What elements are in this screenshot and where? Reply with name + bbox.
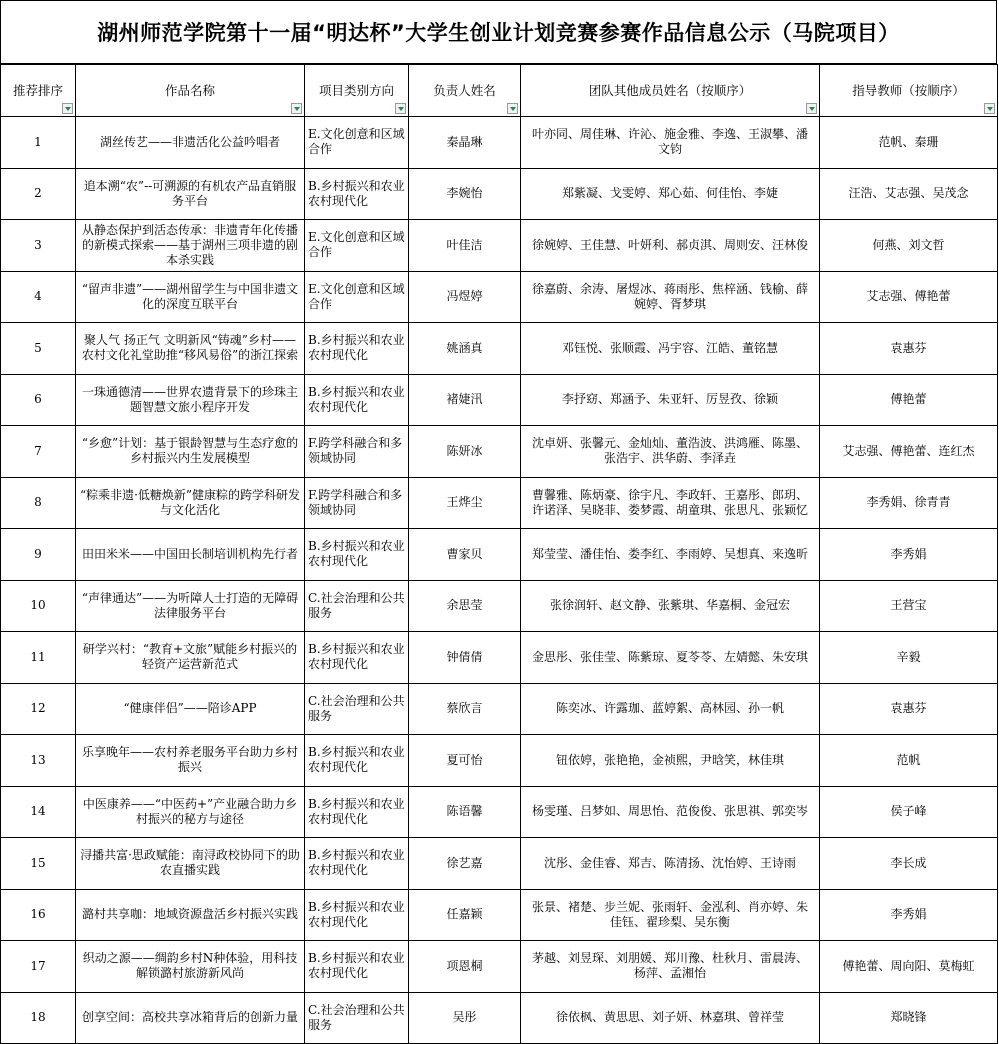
cell-rank[interactable]: 12 — [1, 683, 76, 735]
cell-members[interactable]: 金思彤、张佳莹、陈紫琼、夏苓苓、左婧懿、朱安琪 — [521, 632, 820, 684]
cell-project-name[interactable]: 研学兴村：“教育+文旅”赋能乡村振兴的轻资产运营新范式 — [76, 632, 305, 684]
cell-rank[interactable]: 5 — [1, 323, 76, 375]
cell-advisors[interactable]: 袁惠芬 — [820, 683, 998, 735]
cell-category[interactable]: B.乡村振兴和农业农村现代化 — [305, 735, 409, 787]
table-row — [1, 580, 998, 632]
cell-project-name[interactable]: 浔播共富·思政赋能：南浔政校协同下的助农直播实践 — [76, 838, 305, 890]
cell-members[interactable]: 钮依婷，张艳艳，金祯熙，尹晗笑，林佳琪 — [521, 735, 820, 787]
table-row — [1, 117, 998, 169]
cell-rank[interactable]: 15 — [1, 838, 76, 890]
cell-project-name[interactable]: “健康伴侣”——陪诊APP — [76, 683, 305, 735]
filter-dropdown-icon[interactable] — [806, 103, 817, 114]
cell-category[interactable]: B.乡村振兴和农业农村现代化 — [305, 889, 409, 941]
filter-dropdown-icon[interactable] — [507, 103, 518, 114]
cell-advisors[interactable]: 傅艳蕾、周向阳、莫梅虹 — [820, 941, 998, 993]
cell-members[interactable]: 邓钰悦、张顺霞、冯宇容、江皓、董铭慧 — [521, 323, 820, 375]
cell-project-name[interactable]: “留声非遗”——湖州留学生与中国非遗文化的深度互联平台 — [76, 271, 305, 323]
cell-advisors[interactable]: 李秀娟 — [820, 889, 998, 941]
cell-advisors[interactable]: 艾志强、傅艳蕾 — [820, 271, 998, 323]
cell-category[interactable]: C.社会治理和公共服务 — [305, 580, 409, 632]
table-row — [1, 477, 998, 529]
cell-category[interactable]: C.社会治理和公共服务 — [305, 683, 409, 735]
cell-rank[interactable]: 7 — [1, 426, 76, 478]
cell-category[interactable]: F.跨学科融合和多领域协同 — [305, 426, 409, 478]
cell-advisors[interactable]: 袁惠芬 — [820, 323, 998, 375]
cell-project-name[interactable]: 潞村共享咖：地域资源盘活乡村振兴实践 — [76, 889, 305, 941]
cell-advisors[interactable]: 王营宝 — [820, 580, 998, 632]
cell-category[interactable]: B.乡村振兴和农业农村现代化 — [305, 374, 409, 426]
cell-advisors[interactable]: 艾志强、傅艳蕾、连红杰 — [820, 426, 998, 478]
cell-members[interactable]: 陈奕冰、许露珈、蓝婷絮、高林园、孙一帆 — [521, 683, 820, 735]
cell-leader[interactable]: 秦晶琳 — [409, 117, 521, 169]
table-row — [1, 426, 998, 478]
cell-members[interactable]: 杨雯瑾、吕梦如、周思怡、范俊俊、张思祺、郭奕岑 — [521, 786, 820, 838]
table-row — [1, 838, 998, 890]
header-label: 团队其他成员姓名（按顺序） — [588, 83, 752, 98]
header-label: 作品名称 — [164, 83, 215, 98]
cell-rank[interactable]: 11 — [1, 632, 76, 684]
cell-category[interactable]: E.文化创意和区域合作 — [305, 117, 409, 169]
header-advisors — [820, 65, 998, 117]
cell-project-name[interactable]: 一珠通德清——世界农遗背景下的珍珠主题智慧文旅小程序开发 — [76, 374, 305, 426]
table-row — [1, 168, 998, 220]
table-row — [1, 632, 998, 684]
cell-advisors[interactable]: 李秀娟、徐青青 — [820, 477, 998, 529]
filter-dropdown-icon[interactable] — [395, 103, 406, 114]
cell-members[interactable]: 郑紫凝、戈雯婷、郑心茹、何佳怡、李婕 — [521, 168, 820, 220]
cell-leader[interactable]: 余思莹 — [409, 580, 521, 632]
cell-members[interactable]: 徐嘉蔚、余涛、屠煜冰、蒋雨彤、焦梓涵、钱榆、薛婉婷、胥梦琪 — [521, 271, 820, 323]
cell-project-name[interactable]: 创享空间：高校共享冰箱背后的创新力量 — [76, 992, 305, 1044]
table-row — [1, 529, 998, 581]
cell-project-name[interactable]: 从静态保护到活态传承：非遗青年化传播的新模式探索——基于湖州三项非遗的剧本杀实践 — [76, 220, 305, 272]
cell-rank[interactable]: 8 — [1, 477, 76, 529]
table-row — [1, 889, 998, 941]
cell-advisors[interactable]: 郑晓锋 — [820, 992, 998, 1044]
cell-advisors[interactable]: 范帆、秦珊 — [820, 117, 998, 169]
filter-dropdown-icon[interactable] — [984, 103, 995, 114]
header-category — [305, 65, 409, 117]
cell-rank[interactable]: 3 — [1, 220, 76, 272]
cell-category[interactable]: E.文化创意和区域合作 — [305, 220, 409, 272]
header-label: 负责人姓名 — [433, 83, 496, 98]
cell-project-name[interactable]: 聚人气 扬正气 文明新风“铸魂”乡村——农村文化礼堂助推“移风易俗”的浙江探索 — [76, 323, 305, 375]
cell-rank[interactable]: 18 — [1, 992, 76, 1044]
cell-advisors[interactable]: 傅艳蕾 — [820, 374, 998, 426]
cell-leader[interactable]: 姚涵真 — [409, 323, 521, 375]
cell-leader[interactable]: 陈语馨 — [409, 786, 521, 838]
cell-advisors[interactable]: 李长成 — [820, 838, 998, 890]
header-row — [1, 65, 998, 117]
header-rank — [1, 65, 76, 117]
cell-leader[interactable]: 吴彤 — [409, 992, 521, 1044]
cell-project-name[interactable]: “乡愈”计划：基于银龄智慧与生态疗愈的乡村振兴内生发展模型 — [76, 426, 305, 478]
cell-leader[interactable]: 夏可怡 — [409, 735, 521, 787]
cell-category[interactable]: E.文化创意和区域合作 — [305, 271, 409, 323]
cell-advisors[interactable]: 李秀娟 — [820, 529, 998, 581]
cell-project-name[interactable]: “粽乘非遗·低糖焕新”健康粽的跨学科研发与文化活化 — [76, 477, 305, 529]
header-leader — [409, 65, 521, 117]
cell-leader[interactable]: 李婉怡 — [409, 168, 521, 220]
table-row — [1, 323, 998, 375]
cell-advisors[interactable]: 何燕、刘文哲 — [820, 220, 998, 272]
filter-dropdown-icon[interactable] — [62, 103, 73, 114]
header-members — [521, 65, 820, 117]
cell-members[interactable]: 徐婉婷、王佳慧、叶妍利、郝贞淇、周则安、汪林俊 — [521, 220, 820, 272]
cell-members[interactable]: 叶亦同、周佳琳、许沁、施金雅、李逸、王淑攀、潘文钧 — [521, 117, 820, 169]
cell-rank[interactable]: 9 — [1, 529, 76, 581]
table-row — [1, 374, 998, 426]
cell-members[interactable]: 李抒窈、郑涵予、朱亚轩、厉昱孜、徐颖 — [521, 374, 820, 426]
cell-rank[interactable]: 16 — [1, 889, 76, 941]
header-label: 推荐排序 — [12, 83, 63, 98]
cell-advisors[interactable]: 侯子峰 — [820, 786, 998, 838]
table-row — [1, 992, 998, 1044]
cell-rank[interactable]: 14 — [1, 786, 76, 838]
table-row — [1, 220, 998, 272]
cell-leader[interactable]: 任嘉颖 — [409, 889, 521, 941]
cell-category[interactable]: B.乡村振兴和农业农村现代化 — [305, 168, 409, 220]
cell-project-name[interactable]: “声律通达”——为听障人士打造的无障碍法律服务平台 — [76, 580, 305, 632]
page-title: 湖州师范学院第十一届“明达杯”大学生创业计划竞赛参赛作品信息公示（马院项目） — [0, 0, 997, 64]
cell-advisors[interactable]: 汪浩、艾志强、吴茂念 — [820, 168, 998, 220]
cell-project-name[interactable]: 乐享晚年——农村养老服务平台助力乡村振兴 — [76, 735, 305, 787]
cell-category[interactable]: B.乡村振兴和农业农村现代化 — [305, 323, 409, 375]
cell-advisors[interactable]: 辛毅 — [820, 632, 998, 684]
cell-category[interactable]: B.乡村振兴和农业农村现代化 — [305, 529, 409, 581]
cell-rank[interactable]: 10 — [1, 580, 76, 632]
cell-project-name[interactable]: 湖丝传艺——非遗活化公益吟唱者 — [76, 117, 305, 169]
header-label: 项目类别方向 — [318, 83, 394, 98]
cell-category[interactable]: C.社会治理和公共服务 — [305, 992, 409, 1044]
cell-members[interactable]: 张徐润轩、赵文静、张紫琪、华嘉桐、金冠宏 — [521, 580, 820, 632]
cell-leader[interactable]: 王烨尘 — [409, 477, 521, 529]
cell-rank[interactable]: 6 — [1, 374, 76, 426]
cell-members[interactable]: 沈彤、金佳睿、郑吉、陈清扬、沈怡婷、王诗雨 — [521, 838, 820, 890]
cell-members[interactable]: 徐依枫、黄思思、刘子妍、林嘉琪、曾祥莹 — [521, 992, 820, 1044]
cell-members[interactable]: 茅越、刘昱琛、刘朋媛、郑川豫、杜秋月、雷晨涛、杨萍、孟湘怡 — [521, 941, 820, 993]
cell-leader[interactable]: 钟倩倩 — [409, 632, 521, 684]
cell-leader[interactable]: 项恩桐 — [409, 941, 521, 993]
cell-project-name[interactable]: 织动之源——绸韵乡村N种体验，用科技解锁潞村旅游新风尚 — [76, 941, 305, 993]
cell-rank[interactable]: 1 — [1, 117, 76, 169]
cell-leader[interactable]: 陈妍冰 — [409, 426, 521, 478]
cell-rank[interactable]: 4 — [1, 271, 76, 323]
cell-rank[interactable]: 2 — [1, 168, 76, 220]
header-name — [76, 65, 305, 117]
cell-project-name[interactable]: 中医康养——“中医药+”产业融合助力乡村振兴的秘方与途径 — [76, 786, 305, 838]
table-row — [1, 735, 998, 787]
table-row — [1, 941, 998, 993]
header-label: 指导教师（按顺序） — [852, 83, 965, 98]
cell-project-name[interactable]: 追本溯“农”--可溯源的有机农产品直销服务平台 — [76, 168, 305, 220]
cell-leader[interactable]: 徐艺嘉 — [409, 838, 521, 890]
cell-advisors[interactable]: 范帆 — [820, 735, 998, 787]
cell-members[interactable]: 张景、褚楚、步兰妮、张雨轩、金泓利、肖亦婷、朱佳钰、翟珍梨、吴东衡 — [521, 889, 820, 941]
table-row — [1, 786, 998, 838]
cell-leader[interactable]: 冯煜婷 — [409, 271, 521, 323]
cell-members[interactable]: 曹馨雅、陈炳豪、徐宇凡、李政轩、王嘉彤、郎玥、许诺泽、吴晓菲、娄梦霞、胡童琪、张思凡、张颖忆 — [521, 477, 820, 529]
cell-leader[interactable]: 叶佳洁 — [409, 220, 521, 272]
cell-members[interactable]: 郑莹莹、潘佳怡、娄李红、李雨婷、吴想真、来逸昕 — [521, 529, 820, 581]
cell-category[interactable]: F.跨学科融合和多领域协同 — [305, 477, 409, 529]
cell-leader[interactable]: 蔡欣言 — [409, 683, 521, 735]
cell-category[interactable]: B.乡村振兴和农业农村现代化 — [305, 632, 409, 684]
cell-rank[interactable]: 17 — [1, 941, 76, 993]
cell-leader[interactable]: 褚婕汛 — [409, 374, 521, 426]
cell-rank[interactable]: 13 — [1, 735, 76, 787]
cell-category[interactable]: B.乡村振兴和农业农村现代化 — [305, 786, 409, 838]
cell-leader[interactable]: 曹家贝 — [409, 529, 521, 581]
cell-members[interactable]: 沈卓妍、张馨元、金灿灿、董浩波、洪鸿雁、陈墨、张浩宇、洪华蔚、李泽垚 — [521, 426, 820, 478]
table-row — [1, 683, 998, 735]
table-row — [1, 271, 998, 323]
cell-category[interactable]: B.乡村振兴和农业农村现代化 — [305, 941, 409, 993]
filter-dropdown-icon[interactable] — [291, 103, 302, 114]
cell-category[interactable]: B.乡村振兴和农业农村现代化 — [305, 838, 409, 890]
entries-table — [0, 64, 998, 1044]
cell-project-name[interactable]: 田田米米——中国田长制培训机构先行者 — [76, 529, 305, 581]
